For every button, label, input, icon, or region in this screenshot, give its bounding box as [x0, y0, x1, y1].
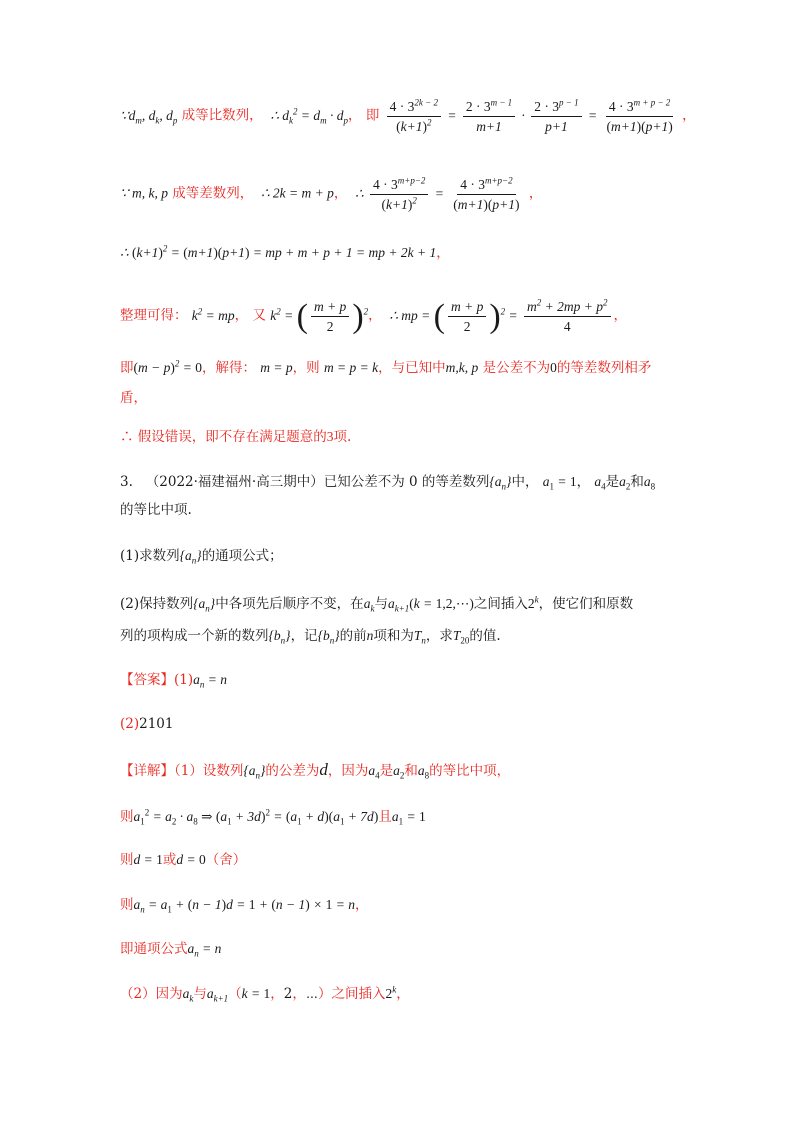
solution-line-5: 即$(m - p)^2 = 0$，解得： m = p，则 m = p = k，与已知中m,k, p 是公差不为0的等差数列相矛	[120, 358, 652, 376]
solution-line-1: $\because d_m$, $d_k$, $d_p$ 成等比数列， ∴ $d_k^2 = d_m \cdot d_p$， 即 $\frac{4 \cdot 3^{2k - 2}}{(k+1)^2}$ = $\frac{2 \cdot 3^{m - 1}}{m+1}$ · $\frac{2 \cdot 3^{p - 1}}{p+1}$ = $\frac{4 \cdot 3^{m + p - 2}}{(m+1)(p+1)}$ ，	[120, 97, 696, 134]
detail-tag: 【详解】	[120, 763, 174, 779]
problem-3-stem: 3. （2022·福建福州·高三期中）已知公差不为 0 的等差数列$\{a_n\}$中， $a_1 = 1$， $a_4$是$a_2$和$a_8$	[120, 474, 656, 492]
text-geometric-seq: 成等比数列	[181, 107, 250, 124]
problem-3-part-1: (1)求数列$\{a_n\}$的通项公式；	[120, 548, 283, 566]
answer-line-2: (2)2101	[120, 716, 174, 732]
solution-line-4: 整理可得： $k^2$ = mp， 又 $k^2$ = ( $\frac{m + p}{2}$ )$^2$， ∴ mp = ( $\frac{m + p}{2}$ )$^2$ = $\frac{m^2 + 2mp + p^2}{4}$ ，	[120, 297, 628, 335]
solution-line-3: ∴ $(k+1)^2 = (m+1)(p+1)$ = mp + m + p + 1 = mp + 2k + 1，	[120, 243, 450, 261]
detail-line-4: 则$a_n = a_1 + (n - 1)d = 1 + (n - 1) \times 1 = n$，	[120, 897, 369, 915]
solution-line-7: ∴ 假设错误，即不存在满足题意的3项.	[120, 429, 352, 445]
text-arithmetic-seq: 成等差数列	[172, 185, 240, 202]
text-ji: 即	[365, 107, 380, 124]
problem-3-part-2: (2)保持数列$\{a_n\}$中各项先后顺序不变，在$a_k$与$a_{k+1}(k$ = 1,2,⋯)之间插入2$^k$，使它们和原数	[120, 594, 634, 614]
answer-value: 2101	[139, 716, 174, 732]
problem-3-part-2-cont: 列的项构成一个新的数列$\{b_n\}$，记$\{b_n\}$的前n项和为$T_n$，求$T_{20}$的值.	[120, 628, 501, 646]
detail-line-5: 即通项公式$a_n = n$	[120, 941, 222, 959]
text-you: 又	[252, 307, 266, 324]
detail-line-3: 则d = 1或d = 0（舍）	[120, 852, 247, 868]
answer-tag: 【答案】	[120, 672, 174, 688]
answer-line-1: 【答案】$(1)a_n = n$	[120, 672, 227, 690]
text-simplify: 整理可得	[120, 307, 174, 324]
detail-line-1: 【详解】（1）设数列$\{a_n\}$的公差为d，因为$a_4$是$a_2$和$a_8$的等比中项，	[120, 760, 511, 781]
solution-line-2: ∵ m, k, p 成等差数列， ∴ 2k = m + p， ∴ $\frac{4 \cdot 3^{m+p-2}}{(k+1)^2}$ = $\frac{4 \cdot 3^{m+p-2}}{(m+1)(p+1)}$ ，	[120, 175, 543, 212]
problem-3-stem-cont: 的等比中项.	[120, 502, 192, 518]
detail-line-2: 则$a_1^2 = a_2 \cdot a_8$ ⇒ $(a_1 + 3d)^2 = (a_1 + d)(a_1 + 7d)$且$a_1 = 1$	[120, 807, 426, 827]
detail-line-6: （2）因为$a_k$与$a_{k+1}(k = 1$，2，⋯）之间插入2$^k$，	[120, 984, 410, 1004]
solution-line-6: 盾，	[120, 390, 147, 406]
